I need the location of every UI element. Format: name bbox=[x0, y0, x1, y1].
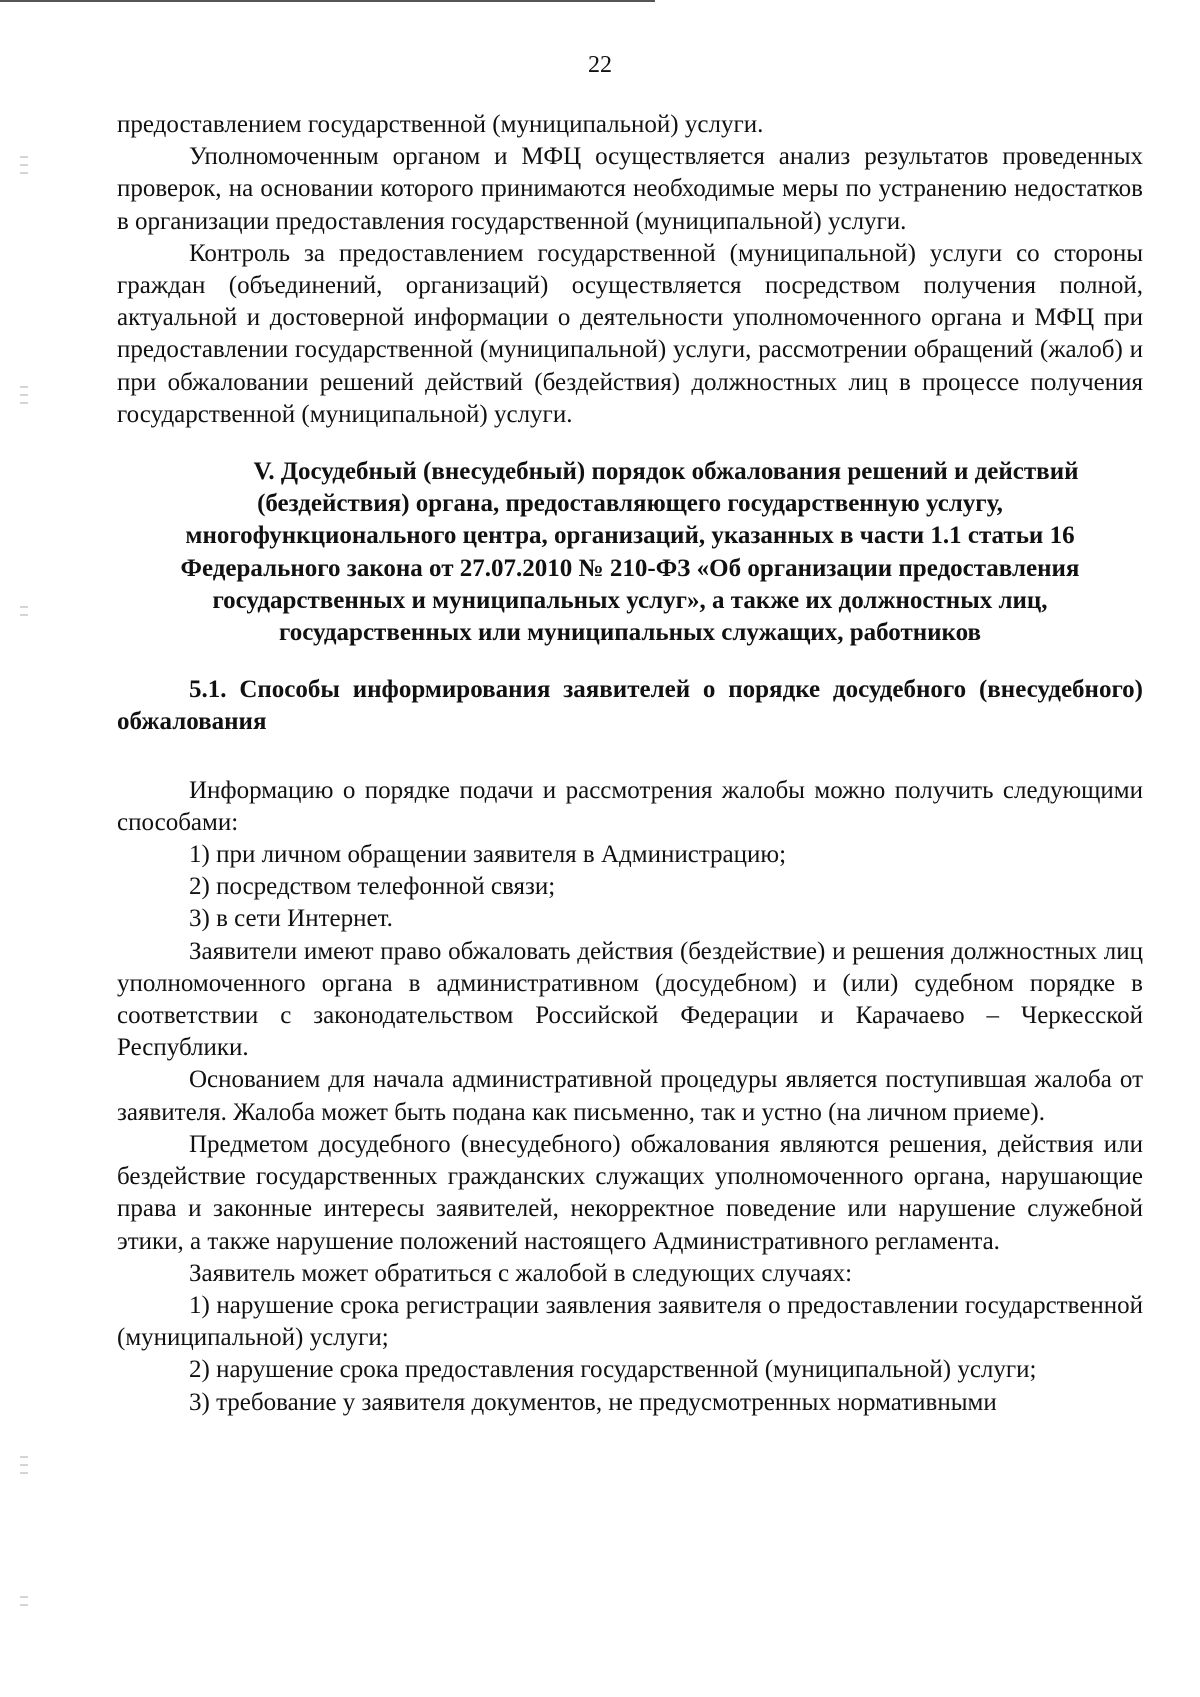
spacer bbox=[117, 739, 1143, 775]
list-item: 3) в сети Интернет. bbox=[189, 905, 393, 933]
scan-artifact bbox=[20, 1590, 36, 1630]
subsection-5-1-heading: 5.1. Способы информирования заявителей о порядке досудебного (внесудебного) обжалования bbox=[117, 676, 1143, 736]
list-item: 2) нарушение срока предоставления государственной (муниципальной) услуги; bbox=[189, 1356, 1037, 1384]
paragraph: Контроль за предоставлением государственной (муниципальной) услуги со стороны граждан (объединений, организаций) осуществляется посредством получения полной, актуальной и достоверной информации о деятельности уполномоченного органа и МФЦ при предоставлении государственной (муниципальной) услуги, рассмотрении обращений (жалоб) и при обжаловании решений действий (бездействия) должностных лиц в процессе получения государственной (муниципальной) услуги. bbox=[117, 239, 1143, 428]
section-heading-line: (бездействия) органа, предоставляющего государственную услугу, bbox=[257, 490, 1003, 518]
list-item: 3) требование у заявителя документов, не предусмотренных нормативными bbox=[189, 1388, 997, 1416]
section-heading-line: государственных и муниципальных услуг», а также их должностных лиц, bbox=[212, 586, 1048, 614]
paragraph: Информацию о порядке подачи и рассмотрения жалобы можно получить следующими способами: bbox=[117, 776, 1143, 836]
section-heading-line: V. Досудебный (внесудебный) порядок обжалования решений и действий bbox=[253, 458, 1079, 486]
paragraph: Уполномоченным органом и МФЦ осуществляется анализ результатов проведенных проверок, на основании которого принимаются необходимые меры по устранению недостатков в организации предоставления государственной (муниципальной) услуги. bbox=[117, 143, 1143, 235]
paragraph: Заявитель может обратиться с жалобой в следующих случаях: bbox=[189, 1259, 853, 1287]
paragraph: предоставлением государственной (муниципальной) услуги. bbox=[117, 111, 764, 138]
list-item: 2) посредством телефонной связи; bbox=[189, 873, 556, 901]
scan-artifact bbox=[20, 150, 36, 190]
paragraph: Предметом досудебного (внесудебного) обжалования являются решения, действия или бездействие государственных гражданских служащих уполномоченного органа, нарушающие права и законные интересы заявителей, некорректное поведение или нарушение служебной этики, а также нарушение положений настоящего Административного регламента. bbox=[117, 1130, 1143, 1255]
paragraph: Основанием для начала административной процедуры является поступившая жалоба от заявителя. Жалоба может быть подана как письменно, так и устно (на личном приеме). bbox=[117, 1066, 1143, 1126]
list-item: 1) нарушение срока регистрации заявления заявителя о предоставлении государственной (муниципальной) услуги; bbox=[117, 1291, 1143, 1352]
document-body bbox=[117, 109, 1143, 1419]
paragraph: Заявители имеют право обжаловать действия (бездействие) и решения должностных лиц уполномоченного органа в административном (досудебном) и (или) судебном порядке в соответствии с законодательством Российской Федерации и Карачаево – Черкесской Республики. bbox=[117, 937, 1143, 1062]
section-heading-line: многофункционального центра, организаций, указанных в части 1.1 статьи 16 bbox=[185, 522, 1075, 550]
top-edge-line bbox=[0, 0, 655, 2]
list-item: 1) при личном обращении заявителя в Администрацию; bbox=[189, 841, 787, 869]
scan-artifact bbox=[20, 380, 36, 420]
section-heading-line: Федерального закона от 27.07.2010 № 210-ФЗ «Об организации предоставления bbox=[180, 554, 1080, 582]
section-heading-line: государственных или муниципальных служащих, работников bbox=[278, 619, 981, 647]
page-number: 22 bbox=[588, 52, 612, 78]
scan-artifact bbox=[20, 600, 36, 640]
section-v-heading bbox=[117, 456, 1143, 649]
scan-artifact bbox=[20, 1450, 36, 1490]
